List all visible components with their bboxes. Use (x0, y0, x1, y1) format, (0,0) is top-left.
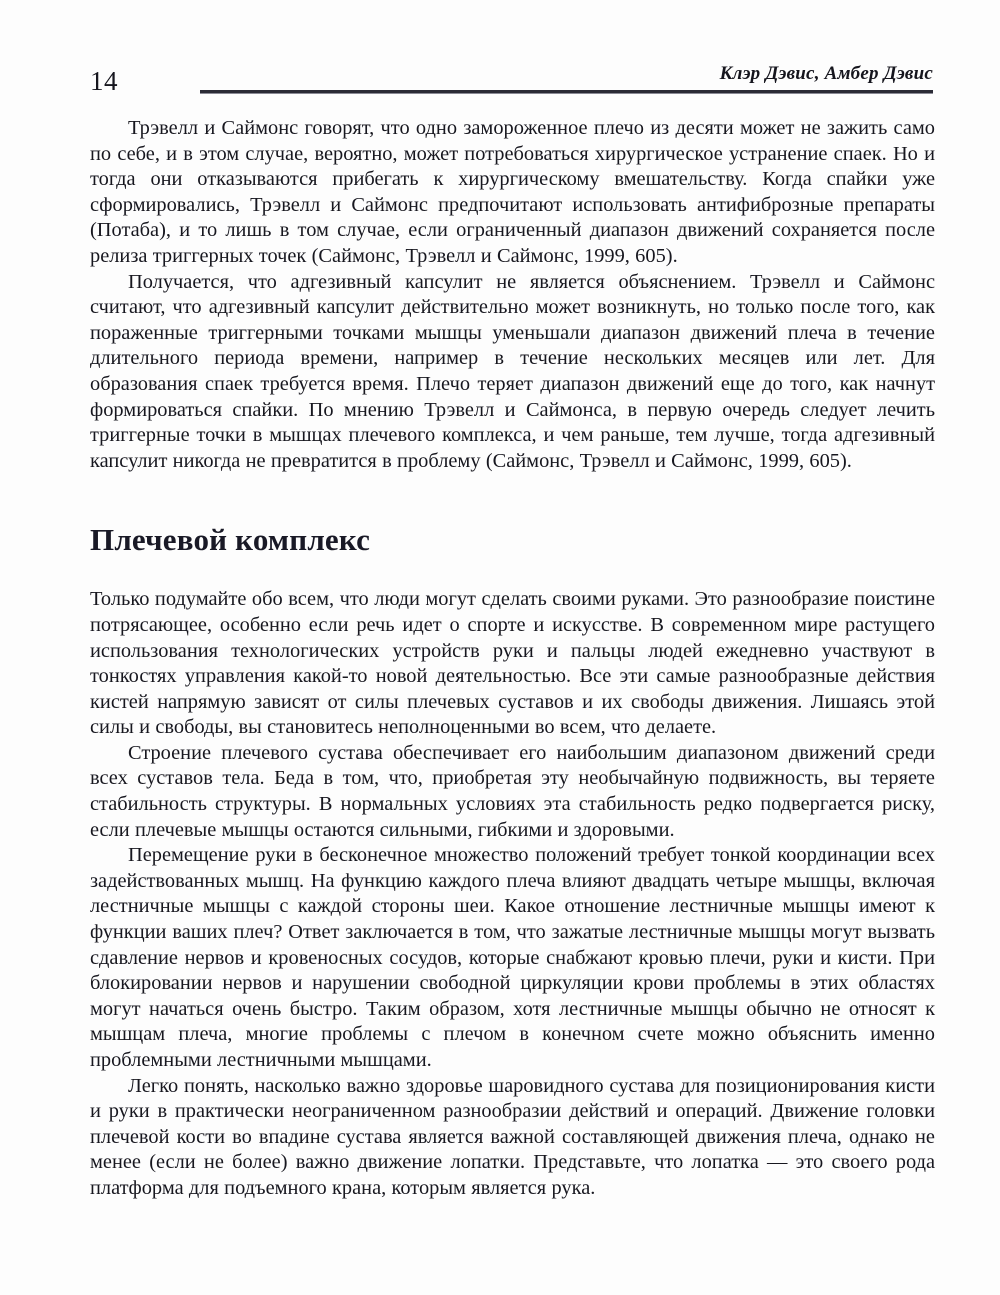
paragraph: Легко понять, насколько важно здоровье шаровидного сустава для позиционирования кисти и руки в практически неограниченном разнообразии действий и операций. Движение головки плечевой кости во впадине сустава является важной составляющей движения плеча, однако не менее (если не более) важно движение лопатки. Представьте, что лопатка — это своего рода платформа для подъемного крана, которым является рука. (90, 1074, 935, 1199)
running-head-authors: Клэр Дэвис, Амбер Дэвис (719, 63, 933, 84)
heading-spacer-above (90, 474, 935, 521)
paragraph: Трэвелл и Саймонс говорят, что одно замороженное плечо из десяти может не зажить само по себе, и в этом случае, вероятно, может потребоваться хирургическое устранение спаек. Но и тогда они отказываются прибегать к хирургическому вмешательству. Когда спайки уже сформировались, Трэвелл и Саймонс предпочитают использовать антифиброзные препараты (Потаба), и то лишь в том случае, если ограниченный диапазон движений сохраняется после релиза триггерных точек (Саймонс, Трэвелл и Саймонс, 1999, 605). (90, 117, 935, 267)
page-header (90, 62, 933, 98)
section-heading: Плечевой комплекс (90, 522, 371, 558)
heading-spacer-below (90, 559, 935, 587)
page-number: 14 (90, 66, 118, 96)
paragraph: Только подумайте обо всем, что люди могут сделать своими руками. Это разнообразие поистине потрясающее, особенно если речь идет о спорте и искусстве. В современном мире растущего использования технологических устройств руки и пальцы людей ежедневно участвуют в тонкостях управления какой-то новой деятельностью. Все эти самые разнообразные действия кистей напрямую зависят от силы плечевых суставов и их свободы движения. Лишаясь этой силы и свободы, вы становитесь неполноценными во всем, что делаете. (90, 588, 935, 739)
header-divider-rule (200, 90, 933, 94)
paragraph: Получается, что адгезивный капсулит не является объяснением. Трэвелл и Саймонс считают, что адгезивный капсулит действительно может возникнуть, но только после того, как пораженные триггерными точками мышцы уменьшали диапазон движений плеча в течение длительного периода времени, например в течение нескольких месяцев или лет. Для образования спаек требуется время. Плечо теряет диапазон движений еще до того, как начнут формироваться спайки. По мнению Трэвелл и Саймонса, в первую очередь следует лечить триггерные точки в мышцах плечевого комплекса, и чем раньше, тем лучше, тогда адгезивный капсулит никогда не превратится в проблему (Саймонс, Трэвелл и Саймонс, 1999, 605). (90, 270, 935, 472)
paragraph: Строение плечевого сустава обеспечивает его наибольшим диапазоном движений среди всех суставов тела. Беда в том, что, приобретая эту необычайную подвижность, вы теряете стабильность структуры. В нормальных условиях эта стабильность редко подвергается риску, если плечевые мышцы остаются сильными, гибкими и здоровыми. (90, 741, 935, 841)
paragraph: Перемещение руки в бесконечное множество положений требует тонкой координации всех задействованных мышц. На функцию каждого плеча влияют двадцать четыре мышцы, включая лестничные мышцы с каждой стороны шеи. Какое отношение лестничные мышцы имеют к функции ваших плеч? Ответ заключается в том, что зажатые лестничные мышцы могут вызвать сдавление нервов и кровеносных сосудов, которые снабжают кровью плечи, руки и кисти. При блокировании нервов и нарушении свободной циркуляции крови проблемы в этих областях могут начаться очень быстро. Таким образом, хотя лестничные мышцы обычно не относят к мышцам плеча, многие проблемы с плечом в конечном счете можно объяснить именно проблемными лестничными мышцами. (90, 844, 935, 1071)
body-text-column (90, 116, 935, 1202)
